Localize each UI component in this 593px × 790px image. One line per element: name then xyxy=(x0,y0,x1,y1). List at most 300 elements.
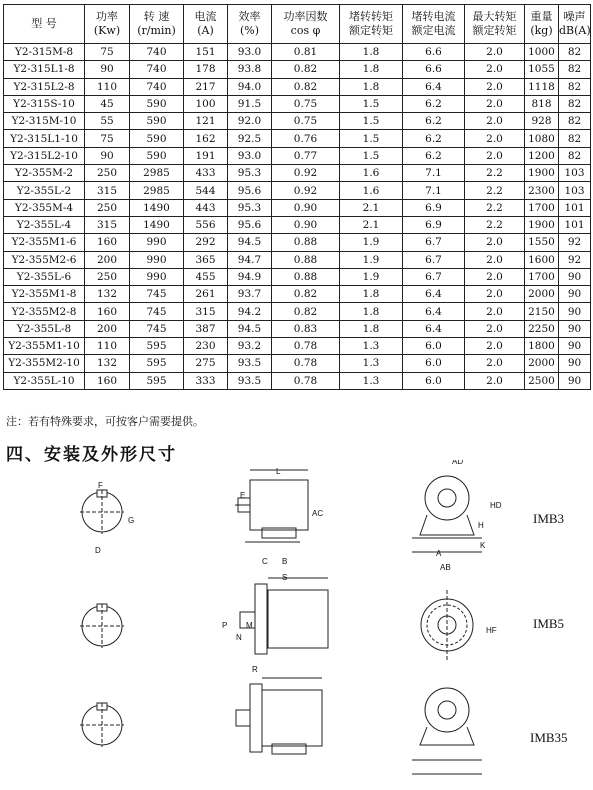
value-cell: 2.0 xyxy=(465,372,525,389)
value-cell: 0.83 xyxy=(272,320,340,337)
column-header-line: 额定转矩 xyxy=(349,24,393,37)
value-cell: 82 xyxy=(559,113,591,130)
value-cell: 455 xyxy=(184,268,228,285)
table-row xyxy=(4,234,591,251)
dimension-label: P xyxy=(222,621,228,630)
value-cell: 1118 xyxy=(525,78,559,95)
footnote: 注：若有特殊要求，可按客户需要提供。 xyxy=(6,415,204,428)
value-cell: 90 xyxy=(559,320,591,337)
value-cell: 94.0 xyxy=(228,78,272,95)
mount-label-imb5: IMB5 xyxy=(533,616,565,631)
value-cell: 6.2 xyxy=(403,95,465,112)
value-cell: 365 xyxy=(184,251,228,268)
table-row xyxy=(4,338,591,355)
table-row xyxy=(4,320,591,337)
value-cell: 2.0 xyxy=(465,61,525,78)
value-cell: 0.82 xyxy=(272,61,340,78)
value-cell: 132 xyxy=(85,286,130,303)
column-header-line: (kg) xyxy=(530,24,553,37)
column-header xyxy=(403,5,465,44)
value-cell: 6.7 xyxy=(403,268,465,285)
value-cell: 75 xyxy=(85,130,130,147)
value-cell: 1550 xyxy=(525,234,559,251)
column-header xyxy=(465,5,525,44)
value-cell: 132 xyxy=(85,355,130,372)
table-row xyxy=(4,130,591,147)
side-view-b3 xyxy=(235,470,308,542)
model-cell: Y2-355M1-8 xyxy=(4,286,85,303)
column-header xyxy=(340,5,403,44)
value-cell: 1700 xyxy=(525,199,559,216)
column-header-line: 噪声 xyxy=(563,10,586,23)
column-header xyxy=(184,5,228,44)
dimension-label: AD xyxy=(452,460,464,466)
value-cell: 93.0 xyxy=(228,44,272,61)
value-cell: 82 xyxy=(559,147,591,164)
value-cell: 151 xyxy=(184,44,228,61)
value-cell: 101 xyxy=(559,216,591,233)
value-cell: 1.8 xyxy=(340,286,403,303)
table-row xyxy=(4,78,591,95)
model-cell: Y2-355M2-10 xyxy=(4,355,85,372)
value-cell: 315 xyxy=(85,216,130,233)
value-cell: 2.0 xyxy=(465,130,525,147)
dimension-label: M xyxy=(246,621,253,630)
column-header xyxy=(85,5,130,44)
value-cell: 1.5 xyxy=(340,147,403,164)
value-cell: 2250 xyxy=(525,320,559,337)
value-cell: 103 xyxy=(559,182,591,199)
value-cell: 1.6 xyxy=(340,182,403,199)
value-cell: 160 xyxy=(85,234,130,251)
value-cell: 6.4 xyxy=(403,303,465,320)
side-view-b5 xyxy=(240,578,328,654)
model-cell: Y2-315L2-10 xyxy=(4,147,85,164)
value-cell: 740 xyxy=(130,61,184,78)
value-cell: 595 xyxy=(130,338,184,355)
dimension-label: N xyxy=(236,633,242,642)
model-cell: Y2-315S-10 xyxy=(4,95,85,112)
spec-table xyxy=(3,4,591,390)
value-cell: 6.6 xyxy=(403,61,465,78)
value-cell: 90 xyxy=(559,268,591,285)
table-row xyxy=(4,268,591,285)
dimension-label: H xyxy=(478,521,484,530)
value-cell: 178 xyxy=(184,61,228,78)
dimension-label: AC xyxy=(312,509,324,518)
value-cell: 740 xyxy=(130,44,184,61)
value-cell: 2.2 xyxy=(465,199,525,216)
value-cell: 745 xyxy=(130,303,184,320)
value-cell: 315 xyxy=(184,303,228,320)
value-cell: 75 xyxy=(85,44,130,61)
value-cell: 90 xyxy=(559,372,591,389)
value-cell: 2.0 xyxy=(465,251,525,268)
shaft-section-b5 xyxy=(80,604,124,648)
value-cell: 1.3 xyxy=(340,355,403,372)
table-row xyxy=(4,61,591,78)
dimension-label: F xyxy=(98,481,103,490)
value-cell: 7.1 xyxy=(403,165,465,182)
column-header-line: 重量 xyxy=(530,10,553,23)
value-cell: 1000 xyxy=(525,44,559,61)
table-row xyxy=(4,372,591,389)
table-row xyxy=(4,147,591,164)
column-header-line: (r/min) xyxy=(137,24,176,37)
value-cell: 590 xyxy=(130,130,184,147)
shaft-section-b35 xyxy=(80,703,124,747)
value-cell: 590 xyxy=(130,147,184,164)
table-body xyxy=(4,44,591,390)
value-cell: 2.2 xyxy=(465,182,525,199)
value-cell: 6.0 xyxy=(403,355,465,372)
value-cell: 1200 xyxy=(525,147,559,164)
value-cell: 0.82 xyxy=(272,286,340,303)
column-header-line: 型 号 xyxy=(31,17,57,30)
value-cell: 595 xyxy=(130,372,184,389)
value-cell: 6.2 xyxy=(403,130,465,147)
value-cell: 1.8 xyxy=(340,303,403,320)
value-cell: 250 xyxy=(85,268,130,285)
model-cell: Y2-355M2-8 xyxy=(4,303,85,320)
value-cell: 6.2 xyxy=(403,147,465,164)
column-header-line: 转 速 xyxy=(143,10,170,23)
dimension-label: HD xyxy=(490,501,502,510)
value-cell: 0.88 xyxy=(272,268,340,285)
value-cell: 6.4 xyxy=(403,78,465,95)
value-cell: 250 xyxy=(85,165,130,182)
value-cell: 2.0 xyxy=(465,44,525,61)
model-cell: Y2-315M-10 xyxy=(4,113,85,130)
value-cell: 6.9 xyxy=(403,216,465,233)
table-row xyxy=(4,44,591,61)
value-cell: 100 xyxy=(184,95,228,112)
value-cell: 1055 xyxy=(525,61,559,78)
value-cell: 0.81 xyxy=(272,44,340,61)
dimension-label: D xyxy=(95,546,101,555)
dimension-label: S xyxy=(282,573,288,582)
table-row xyxy=(4,182,591,199)
model-cell: Y2-355M1-6 xyxy=(4,234,85,251)
value-cell: 90 xyxy=(85,147,130,164)
model-cell: Y2-355L-4 xyxy=(4,216,85,233)
mount-label-imb35: IMB35 xyxy=(530,730,568,745)
table-row xyxy=(4,286,591,303)
value-cell: 93.7 xyxy=(228,286,272,303)
column-header xyxy=(525,5,559,44)
value-cell: 6.9 xyxy=(403,199,465,216)
value-cell: 0.88 xyxy=(272,251,340,268)
column-header-line: 最大转矩 xyxy=(472,10,517,23)
value-cell: 333 xyxy=(184,372,228,389)
dimension-label: C xyxy=(262,557,268,566)
value-cell: 2.2 xyxy=(465,216,525,233)
front-view-b5 xyxy=(421,590,473,660)
model-cell: Y2-315M-8 xyxy=(4,44,85,61)
value-cell: 95.3 xyxy=(228,165,272,182)
model-cell: Y2-355M1-10 xyxy=(4,338,85,355)
value-cell: 1490 xyxy=(130,216,184,233)
value-cell: 160 xyxy=(85,372,130,389)
front-view-b35 xyxy=(412,688,482,774)
model-cell: Y2-315L1-8 xyxy=(4,61,85,78)
value-cell: 2000 xyxy=(525,286,559,303)
value-cell: 0.75 xyxy=(272,95,340,112)
value-cell: 6.4 xyxy=(403,320,465,337)
value-cell: 2150 xyxy=(525,303,559,320)
value-cell: 1.3 xyxy=(340,338,403,355)
value-cell: 6.2 xyxy=(403,113,465,130)
value-cell: 1.5 xyxy=(340,130,403,147)
value-cell: 990 xyxy=(130,268,184,285)
value-cell: 315 xyxy=(85,182,130,199)
column-header xyxy=(559,5,591,44)
value-cell: 90 xyxy=(559,355,591,372)
value-cell: 110 xyxy=(85,78,130,95)
value-cell: 90 xyxy=(559,338,591,355)
value-cell: 1.9 xyxy=(340,234,403,251)
value-cell: 2.0 xyxy=(465,113,525,130)
dimension-label: K xyxy=(480,541,486,550)
value-cell: 95.6 xyxy=(228,216,272,233)
value-cell: 2.1 xyxy=(340,199,403,216)
value-cell: 292 xyxy=(184,234,228,251)
value-cell: 1700 xyxy=(525,268,559,285)
table-row xyxy=(4,199,591,216)
value-cell: 928 xyxy=(525,113,559,130)
column-header-line: cos φ xyxy=(290,24,321,37)
value-cell: 82 xyxy=(559,95,591,112)
value-cell: 1.8 xyxy=(340,320,403,337)
value-cell: 230 xyxy=(184,338,228,355)
value-cell: 590 xyxy=(130,95,184,112)
value-cell: 93.0 xyxy=(228,147,272,164)
value-cell: 82 xyxy=(559,130,591,147)
column-header-line: dB(A) xyxy=(559,24,591,37)
column-header-line: (A) xyxy=(197,24,214,37)
dimension-label: A xyxy=(436,549,442,558)
value-cell: 745 xyxy=(130,286,184,303)
value-cell: 92 xyxy=(559,234,591,251)
value-cell: 0.78 xyxy=(272,355,340,372)
value-cell: 6.4 xyxy=(403,286,465,303)
value-cell: 990 xyxy=(130,251,184,268)
value-cell: 121 xyxy=(184,113,228,130)
model-cell: Y2-355L-8 xyxy=(4,320,85,337)
model-cell: Y2-355M2-6 xyxy=(4,251,85,268)
value-cell: 0.92 xyxy=(272,182,340,199)
column-header xyxy=(272,5,340,44)
dimension-label: G xyxy=(128,516,135,525)
table-row xyxy=(4,303,591,320)
dimension-label: L xyxy=(276,467,281,476)
value-cell: 595 xyxy=(130,355,184,372)
value-cell: 55 xyxy=(85,113,130,130)
column-header xyxy=(4,5,85,44)
value-cell: 1.5 xyxy=(340,113,403,130)
value-cell: 45 xyxy=(85,95,130,112)
value-cell: 92.0 xyxy=(228,113,272,130)
value-cell: 556 xyxy=(184,216,228,233)
value-cell: 92.5 xyxy=(228,130,272,147)
value-cell: 1900 xyxy=(525,216,559,233)
value-cell: 2.0 xyxy=(465,147,525,164)
dimension-label: B xyxy=(282,557,288,566)
value-cell: 261 xyxy=(184,286,228,303)
column-header-line: 额定电流 xyxy=(411,24,456,37)
model-cell: Y2-355M-4 xyxy=(4,199,85,216)
shaft-section-b3 xyxy=(80,490,124,534)
column-header-line: 功率 xyxy=(96,10,118,23)
value-cell: 82 xyxy=(559,78,591,95)
value-cell: 2500 xyxy=(525,372,559,389)
mount-label-imb3: IMB3 xyxy=(533,511,565,526)
value-cell: 94.5 xyxy=(228,320,272,337)
value-cell: 1.8 xyxy=(340,44,403,61)
value-cell: 0.76 xyxy=(272,130,340,147)
dimension-drawings xyxy=(0,460,593,790)
value-cell: 95.3 xyxy=(228,199,272,216)
value-cell: 590 xyxy=(130,113,184,130)
model-cell: Y2-355L-6 xyxy=(4,268,85,285)
value-cell: 0.75 xyxy=(272,113,340,130)
table-row xyxy=(4,355,591,372)
value-cell: 2.2 xyxy=(465,165,525,182)
value-cell: 1800 xyxy=(525,338,559,355)
value-cell: 2.0 xyxy=(465,95,525,112)
value-cell: 2300 xyxy=(525,182,559,199)
value-cell: 0.77 xyxy=(272,147,340,164)
value-cell: 544 xyxy=(184,182,228,199)
value-cell: 740 xyxy=(130,78,184,95)
column-header-line: (%) xyxy=(239,24,260,37)
value-cell: 0.82 xyxy=(272,303,340,320)
value-cell: 90 xyxy=(559,286,591,303)
column-header-line: 堵转转矩 xyxy=(349,10,393,23)
value-cell: 0.88 xyxy=(272,234,340,251)
value-cell: 1.5 xyxy=(340,95,403,112)
value-cell: 818 xyxy=(525,95,559,112)
value-cell: 95.6 xyxy=(228,182,272,199)
value-cell: 1.3 xyxy=(340,372,403,389)
table-header-row xyxy=(4,5,591,44)
value-cell: 1080 xyxy=(525,130,559,147)
dimension-label: R xyxy=(252,665,258,674)
value-cell: 2985 xyxy=(130,182,184,199)
value-cell: 387 xyxy=(184,320,228,337)
column-header xyxy=(130,5,184,44)
column-header-line: 额定转矩 xyxy=(472,24,517,37)
value-cell: 94.7 xyxy=(228,251,272,268)
value-cell: 6.6 xyxy=(403,44,465,61)
value-cell: 2985 xyxy=(130,165,184,182)
value-cell: 275 xyxy=(184,355,228,372)
value-cell: 1.6 xyxy=(340,165,403,182)
table-row xyxy=(4,113,591,130)
value-cell: 0.78 xyxy=(272,372,340,389)
value-cell: 94.5 xyxy=(228,234,272,251)
value-cell: 200 xyxy=(85,320,130,337)
value-cell: 217 xyxy=(184,78,228,95)
value-cell: 0.90 xyxy=(272,216,340,233)
value-cell: 92 xyxy=(559,251,591,268)
value-cell: 2.0 xyxy=(465,286,525,303)
value-cell: 2000 xyxy=(525,355,559,372)
column-header-line: 功率因数 xyxy=(283,10,328,23)
value-cell: 93.5 xyxy=(228,355,272,372)
value-cell: 93.8 xyxy=(228,61,272,78)
value-cell: 2.0 xyxy=(465,320,525,337)
value-cell: 0.92 xyxy=(272,165,340,182)
value-cell: 162 xyxy=(184,130,228,147)
column-header-line: 电流 xyxy=(194,10,217,23)
value-cell: 1.9 xyxy=(340,268,403,285)
value-cell: 2.0 xyxy=(465,78,525,95)
column-header-line: 堵转电流 xyxy=(411,10,456,23)
value-cell: 1.9 xyxy=(340,251,403,268)
model-cell: Y2-355L-2 xyxy=(4,182,85,199)
dimension-label: HF xyxy=(486,626,497,635)
value-cell: 101 xyxy=(559,199,591,216)
table-row xyxy=(4,251,591,268)
dimension-label: AB xyxy=(440,563,451,572)
value-cell: 82 xyxy=(559,44,591,61)
value-cell: 990 xyxy=(130,234,184,251)
value-cell: 0.90 xyxy=(272,199,340,216)
model-cell: Y2-315L1-10 xyxy=(4,130,85,147)
value-cell: 2.0 xyxy=(465,338,525,355)
column-header xyxy=(228,5,272,44)
column-header-line: (Kw) xyxy=(93,24,121,37)
table-row xyxy=(4,95,591,112)
value-cell: 93.2 xyxy=(228,338,272,355)
table-row xyxy=(4,216,591,233)
value-cell: 0.82 xyxy=(272,78,340,95)
front-view-b3 xyxy=(412,476,482,552)
side-view-b35 xyxy=(236,678,322,754)
value-cell: 7.1 xyxy=(403,182,465,199)
value-cell: 94.2 xyxy=(228,303,272,320)
value-cell: 103 xyxy=(559,165,591,182)
value-cell: 2.0 xyxy=(465,268,525,285)
value-cell: 110 xyxy=(85,338,130,355)
value-cell: 6.0 xyxy=(403,372,465,389)
dimension-label: E xyxy=(240,491,246,500)
value-cell: 1.8 xyxy=(340,61,403,78)
table-row xyxy=(4,165,591,182)
value-cell: 2.0 xyxy=(465,234,525,251)
section-title: 四、安装及外形尺寸 xyxy=(6,445,177,465)
value-cell: 200 xyxy=(85,251,130,268)
value-cell: 2.1 xyxy=(340,216,403,233)
value-cell: 90 xyxy=(85,61,130,78)
value-cell: 443 xyxy=(184,199,228,216)
value-cell: 250 xyxy=(85,199,130,216)
value-cell: 745 xyxy=(130,320,184,337)
value-cell: 2.0 xyxy=(465,303,525,320)
value-cell: 433 xyxy=(184,165,228,182)
value-cell: 1490 xyxy=(130,199,184,216)
value-cell: 82 xyxy=(559,61,591,78)
value-cell: 93.5 xyxy=(228,372,272,389)
column-header-line: 效率 xyxy=(238,10,261,23)
value-cell: 1600 xyxy=(525,251,559,268)
value-cell: 191 xyxy=(184,147,228,164)
model-cell: Y2-315L2-8 xyxy=(4,78,85,95)
value-cell: 6.7 xyxy=(403,251,465,268)
value-cell: 160 xyxy=(85,303,130,320)
value-cell: 0.78 xyxy=(272,338,340,355)
